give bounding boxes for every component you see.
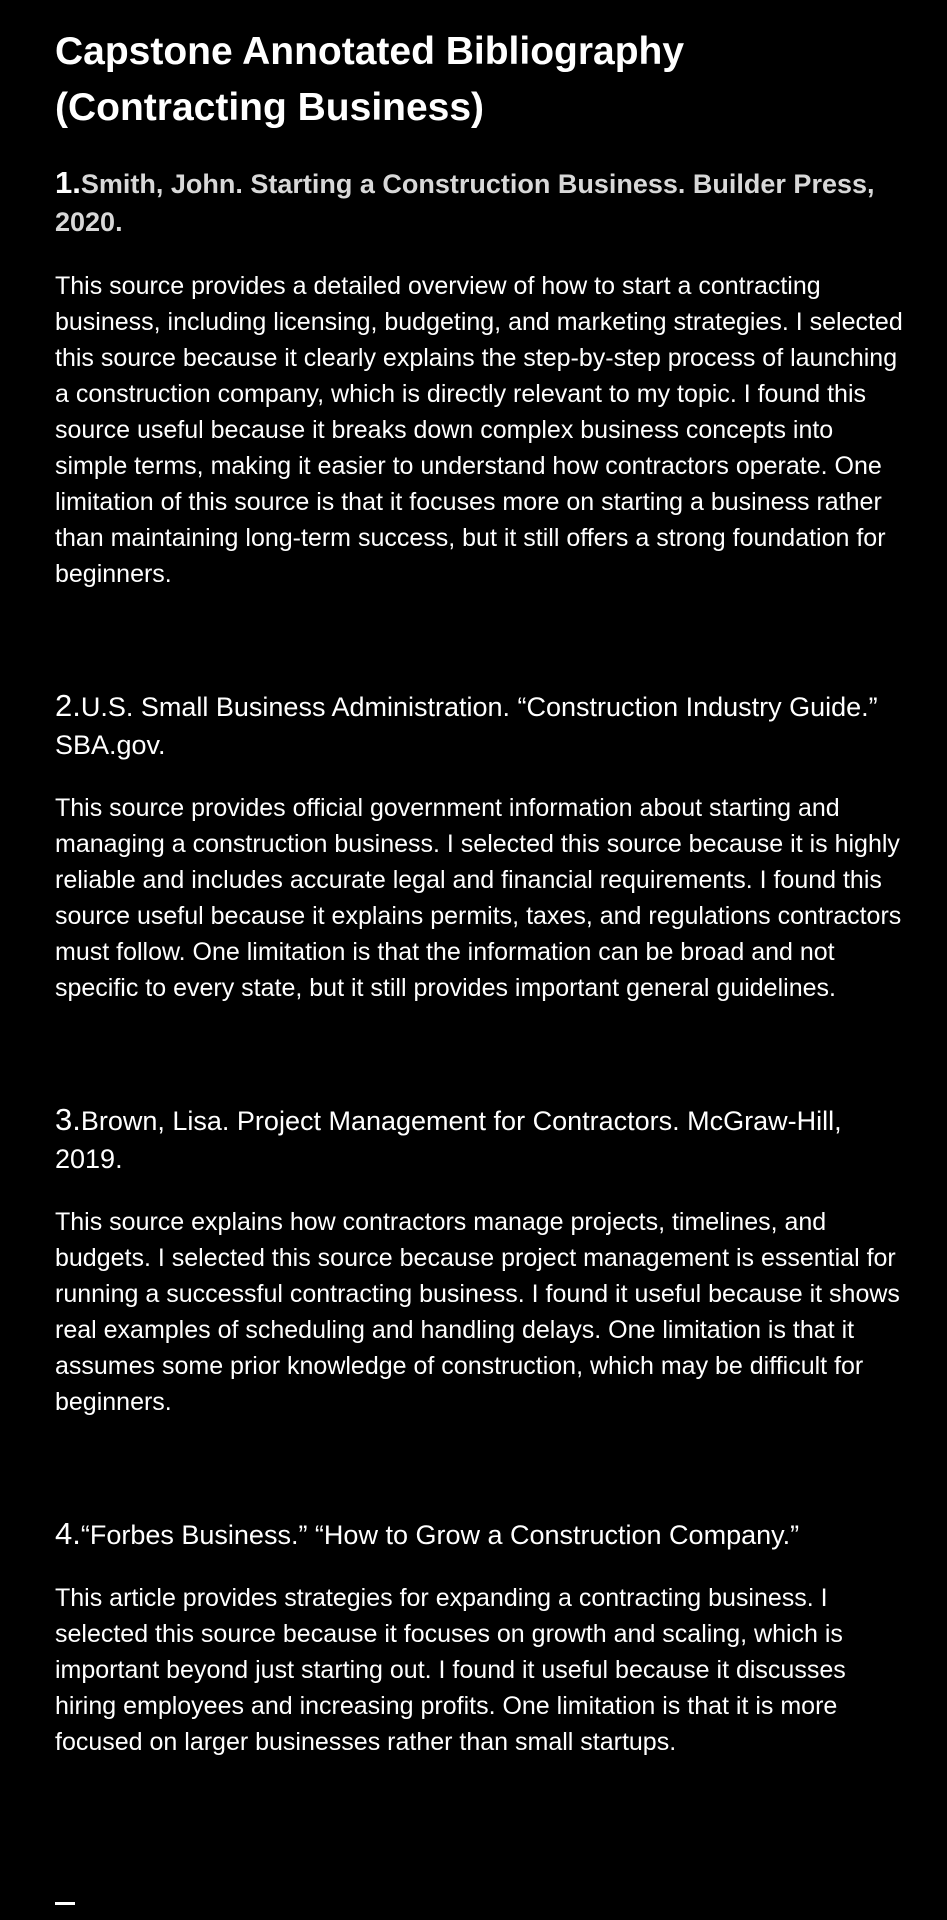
entry-number: 2. (55, 688, 81, 723)
entry-annotation: This article provides strategies for expanding a contracting business. I selected this source because it focuses on growth and scaling, which is important beyond just starting out. I found it useful because it discusses hiring employees and increasing profits. One limitation is that it is more focused on larger businesses rather than small startups. (55, 1584, 846, 1756)
bibliography-entry-4 (55, 1515, 905, 1760)
document-page (55, 24, 905, 1760)
bibliography-entry-2 (55, 687, 905, 1006)
bibliography-entry-1 (55, 164, 905, 592)
citation-text: Brown, Lisa. Project Management for Contractors. McGraw-Hill, 2019. (55, 1106, 842, 1174)
entry-annotation: This source provides a detailed overview of how to start a contracting business, including licensing, budgeting, and marketing strategies. I selected this source because it clearly explains the step-by-step process of launching a construction company, which is directly relevant to my topic. I found this source useful because it breaks down complex business concepts into simple terms, making it easier to understand how contractors operate. One limitation of this source is that it focuses more on starting a business rather than maintaining long-term success, but it still offers a strong foundation for beginners. (55, 272, 903, 588)
document-title: Capstone Annotated Bibliography (Contracting Business) (55, 30, 685, 129)
entry-citation (55, 164, 905, 241)
entry-citation (55, 1515, 905, 1554)
entry-annotation: This source provides official government information about starting and managing a construction business. I selected this source because it is highly reliable and includes accurate legal and financial requirements. I found this source useful because it explains permits, taxes, and regulations contractors must follow. One limitation is that the information can be broad and not specific to every state, but it still provides important general guidelines. (55, 794, 902, 1002)
citation-text: Smith, John. Starting a Construction Business. Builder Press, 2020. (55, 169, 875, 237)
citation-text: “Forbes Business.” “How to Grow a Construction Company.” (80, 1520, 800, 1550)
entry-citation (55, 687, 905, 764)
entry-annotation: This source explains how contractors manage projects, timelines, and budgets. I selected this source because project management is essential for running a successful contracting business. I found it useful because it shows real examples of scheduling and handling delays. One limitation is that it assumes some prior knowledge of construction, which may be difficult for beginners. (55, 1208, 900, 1416)
entry-number: 1. (55, 165, 81, 200)
entry-number: 3. (55, 1102, 81, 1137)
entry-number: 4. (55, 1516, 81, 1551)
entry-citation (55, 1101, 905, 1178)
citation-text: U.S. Small Business Administration. “Construction Industry Guide.” SBA.gov. (55, 692, 878, 760)
cut-off-text-fragment (55, 1902, 75, 1905)
bibliography-entry-3 (55, 1101, 905, 1420)
